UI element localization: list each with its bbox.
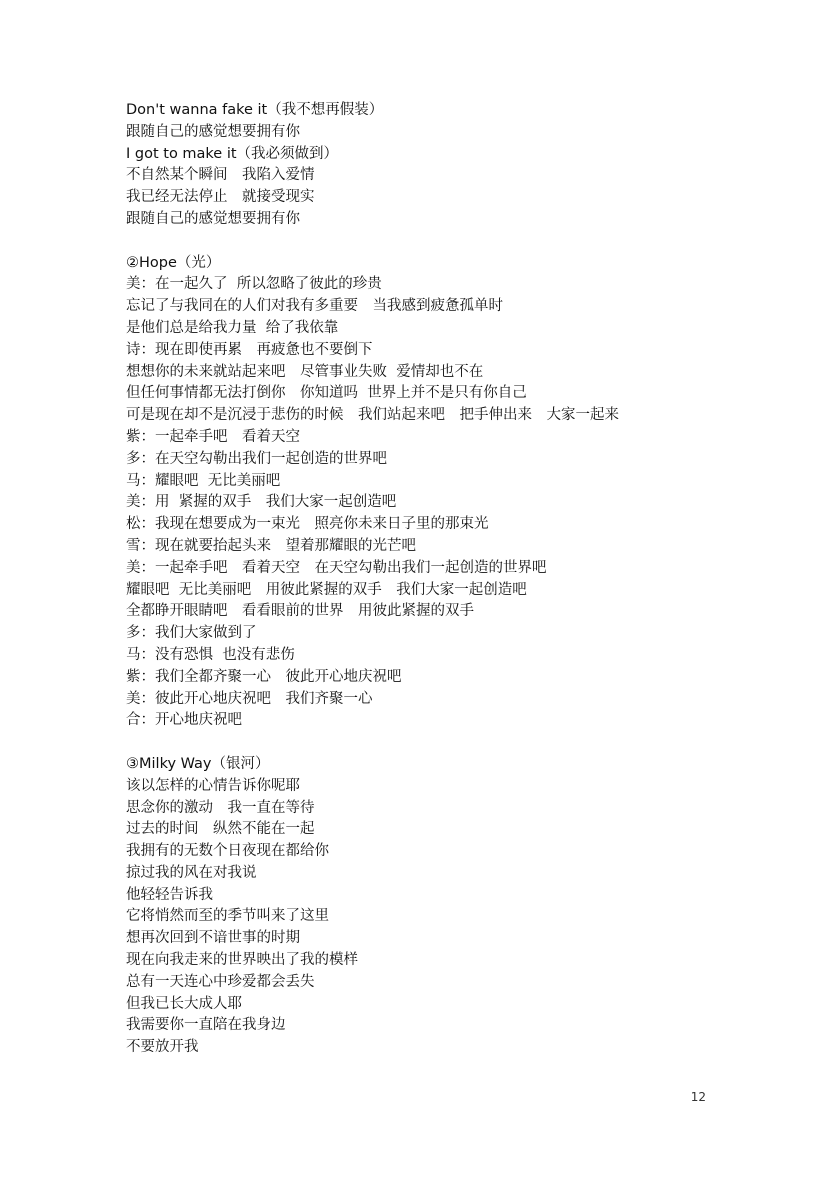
lyric-line: 不要放开我 (126, 1039, 199, 1056)
lyric-line: 美：一起牵手吧 看着天空 在天空勾勒出我们一起创造的世界吧 (126, 559, 547, 576)
lyric-line: 思念你的激动 我一直在等待 (126, 799, 315, 816)
lyric-line: 马：没有恐惧 也没有悲伤 (126, 646, 295, 663)
lyric-line: 多：在天空勾勒出我们一起创造的世界吧 (126, 450, 387, 467)
lyric-line: 全都睁开眼睛吧 看看眼前的世界 用彼此紧握的双手 (126, 603, 474, 620)
lyric-line: 但任何事情都无法打倒你 你知道吗 世界上并不是只有你自己 (126, 385, 527, 402)
section-milky-way (126, 754, 746, 1059)
lyric-line: 可是现在却不是沉浸于悲伤的时候 我们站起来吧 把手伸出来 大家一起来 (126, 407, 619, 424)
lyric-line: 想想你的未来就站起来吧 尽管事业失败 爱情却也不在 (126, 363, 484, 380)
section-title-milky-way: ③Milky Way（银河） (126, 755, 270, 772)
lyric-line: I got to make it（我必须做到） (126, 145, 339, 162)
lyric-line: 我需要你一直陪在我身边 (126, 1017, 286, 1034)
lyric-line: 合：开心地庆祝吧 (126, 712, 242, 729)
lyric-line: 松：我现在想要成为一束光 照亮你未来日子里的那束光 (126, 516, 489, 533)
lyric-line: 紫：我们全都齐聚一心 彼此开心地庆祝吧 (126, 668, 402, 685)
section-dont-wanna-fake-it (126, 100, 746, 231)
lyric-line: 跟随自己的感觉想要拥有你 (126, 210, 300, 227)
lyric-line: 现在向我走来的世界映出了我的模样 (126, 952, 358, 969)
lyric-line: 美：用 紧握的双手 我们大家一起创造吧 (126, 494, 397, 511)
lyric-line: 总有一天连心中珍爱都会丢失 (126, 973, 315, 990)
lyric-line: 美：在一起久了 所以忽略了彼此的珍贵 (126, 276, 382, 293)
section-title-hope: ②Hope（光） (126, 254, 221, 271)
lyric-line: 我已经无法停止 就接受现实 (126, 189, 315, 206)
lyric-line: 美：彼此开心地庆祝吧 我们齐聚一心 (126, 690, 373, 707)
lyric-line: 马：耀眼吧 无比美丽吧 (126, 472, 281, 489)
lyric-line: Don't wanna fake it（我不想再假装） (126, 102, 384, 118)
lyric-line: 不自然某个瞬间 我陷入爱情 (126, 167, 315, 184)
lyric-line: 雪：现在就要抬起头来 望着那耀眼的光芒吧 (126, 537, 416, 554)
lyric-line: 是他们总是给我力量 给了我依靠 (126, 319, 339, 336)
lyric-line: 他轻轻告诉我 (126, 886, 213, 903)
lyric-line: 想再次回到不谙世事的时期 (126, 930, 300, 947)
lyric-line: 紫：一起牵手吧 看着天空 (126, 428, 300, 445)
lyric-line: 该以怎样的心情告诉你呢耶 (126, 777, 300, 794)
lyric-line: 跟随自己的感觉想要拥有你 (126, 123, 300, 140)
lyric-line: 诗：现在即使再累 再疲惫也不要倒下 (126, 341, 373, 358)
lyric-line: 我拥有的无数个日夜现在都给你 (126, 843, 329, 860)
lyric-line: 但我已长大成人耶 (126, 995, 242, 1012)
lyric-line: 过去的时间 纵然不能在一起 (126, 821, 315, 838)
lyrics-content (126, 100, 746, 1059)
lyric-line: 多：我们大家做到了 (126, 625, 257, 642)
lyric-line: 忘记了与我同在的人们对我有多重要 当我感到疲惫孤单时 (126, 298, 503, 315)
page-number: 12 (690, 1090, 706, 1104)
lyric-line: 耀眼吧 无比美丽吧 用彼此紧握的双手 我们大家一起创造吧 (126, 581, 527, 598)
lyric-line: 掠过我的风在对我说 (126, 864, 257, 881)
section-hope (126, 253, 746, 733)
lyric-line: 它将悄然而至的季节叫来了这里 (126, 908, 329, 925)
